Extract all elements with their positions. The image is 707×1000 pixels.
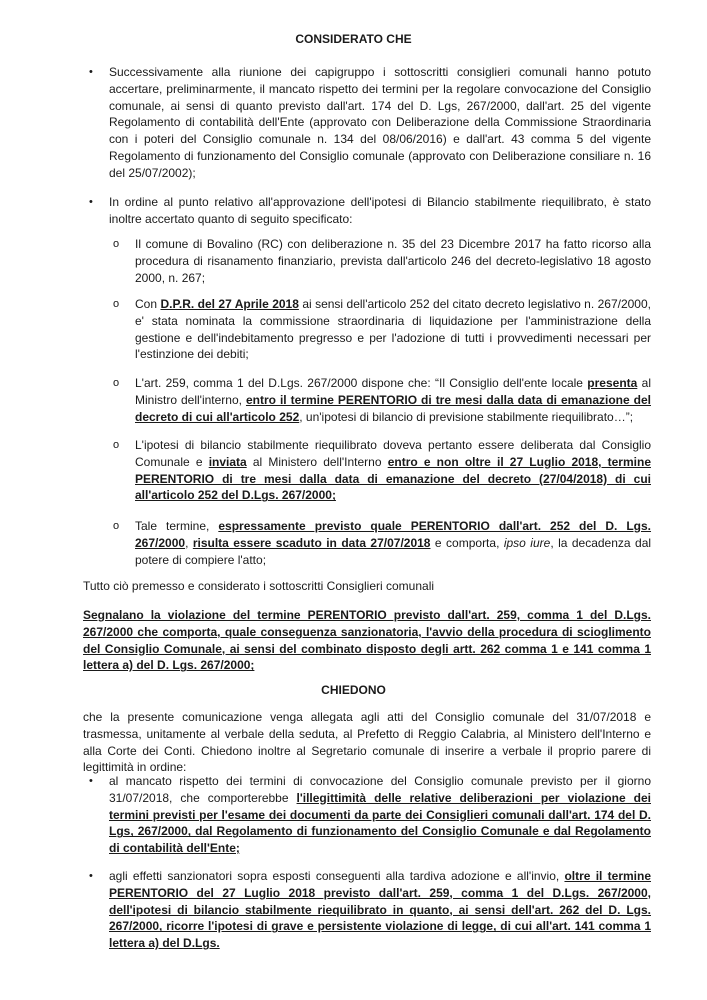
sub-bullet-3-text xyxy=(135,375,651,425)
sub-bullet-2-text xyxy=(135,296,651,363)
sub-bullet-1-text: Il comune di Bovalino (RC) con deliberazione n. 35 del 23 Dicembre 2017 ha fatto ricorso alla procedura di risanamento finanziario, prevista dall'articolo 246 del decreto-legislativo 18 agosto 2000, n. 267; xyxy=(135,237,651,285)
chiedono-bullet-2 xyxy=(0,868,707,952)
chiedono-bullet-1 xyxy=(0,773,707,857)
heading-chiedono: CHIEDONO xyxy=(321,683,386,697)
sub-bullet-2 xyxy=(0,296,707,363)
chiedono-bullet-1-text xyxy=(109,773,651,857)
text: Tale termine, xyxy=(135,519,219,533)
bullet-marker: • xyxy=(89,66,93,78)
sub-bullet-marker: o xyxy=(113,298,120,310)
bold-underline-text: D.P.R. del 27 Aprile 2018 xyxy=(160,297,299,311)
chiedono-paragraph xyxy=(0,709,707,776)
text: e comporta, xyxy=(430,535,504,550)
text: , la decadenza dal potere di compiere l'atto; xyxy=(135,535,652,567)
segnalano-paragraph xyxy=(0,607,707,674)
text: al Ministero dell'Interno xyxy=(246,454,388,469)
text: agli effetti sanzionatori sopra esposti conseguenti alla tardiva adozione e all'invio, xyxy=(109,869,565,883)
premesso-paragraph xyxy=(0,578,707,595)
bold-underline-text: oltre il termine PERENTORIO del 27 Luglio 2018 previsto dall'art. 259, comma 1 del D.Lgs. 267/2000, dell'ipotesi di bilancio stabilmente riequilibrato in quanto, ai sensi dell'art. 262 del D. Lgs. 267/2000, ricorre l'ipotesi di grave e persistente violazione di legge, di cui all'art. 141 comma 1 lettera a) del D.Lgs. xyxy=(109,869,651,951)
segnalano-text: Segnalano la violazione del termine PERENTORIO previsto dall'art. 259, comma 1 del D.Lgs. 267/2000 che comporta, quale conseguenza sanzionatoria, l'avvio della procedura di scioglimento del Consiglio Comunale, ai sensi del combinato disposto degli artt. 262 comma 1 e 141 comma 1 lettera a) del D. Lgs. 267/2000; xyxy=(83,608,651,673)
bold-underline-text: l'illegittimità delle relative deliberazioni per violazione dei termini previsti per l'esame dei documenti da parte dei Consiglieri comunali dall'art. 174 del D. Lgs, 267/2000, dal Regolamento di funzionamento del Consiglio Comunale e dal Regolamento di contabilità dell'Ente; xyxy=(109,790,651,856)
bullet-marker: • xyxy=(89,196,93,208)
bold-underline-text: inviata xyxy=(208,454,247,469)
bold-underline-text: presenta xyxy=(587,376,638,390)
sub-bullet-1 xyxy=(0,236,707,286)
bullet-marker: • xyxy=(89,870,93,882)
bold-underline-text: entro il termine PERENTORIO di tre mesi dalla data di emanazione del decreto di cui all'articolo 252 xyxy=(135,392,651,424)
sub-bullet-4-text xyxy=(135,437,651,504)
text: Con xyxy=(135,297,161,311)
bold-underline-text: espressamente previsto quale PERENTORIO dall'art. 252 del D. Lgs. 267/2000 xyxy=(135,519,652,550)
sub-bullet-marker: o xyxy=(113,377,120,389)
italic-text: ipso iure xyxy=(503,535,551,550)
sub-bullet-5-text xyxy=(135,518,651,568)
text: , un'ipotesi di bilancio di previsione stabilmente riequilibrato…”; xyxy=(299,409,634,424)
sub-bullet-4 xyxy=(0,437,707,504)
bold-underline-text: entro e non oltre il 27 Luglio 2018, termine PERENTORIO di tre mesi dalla data di emanazione del decreto (27/04/2018) di cui all'articolo 252 del D.Lgs. 267/2000; xyxy=(135,454,651,503)
text: ai sensi dell'articolo 252 del citato decreto legislativo n. 267/2000, e' stata nominata la commissione straordinaria di liquidazione per l'amministrazione della gestione e dell'indebitamento pregresso e per l'adozione di tutti i provvedimenti necessari per l'estinzione dei debiti; xyxy=(135,297,651,362)
chiedono-text: che la presente comunicazione venga allegata agli atti del Consiglio comunale del 31/07/2018 e trasmessa, unitamente al verbale della seduta, al Prefetto di Reggio Calabria, al Ministero dell'Interno e alla Corte dei Conti. Chiedono inoltre al Segretario comunale di inserire a verbale il proprio parere di legittimità in ordine: xyxy=(83,710,651,775)
sub-bullet-marker: o xyxy=(113,439,120,451)
heading-considerato: CONSIDERATO CHE xyxy=(295,32,412,46)
sub-bullet-marker: o xyxy=(113,520,120,532)
text: L'art. 259, comma 1 del D.Lgs. 267/2000 dispone che: “Il Consiglio dell'ente locale xyxy=(135,376,588,390)
bold-underline-text: risulta essere scaduto in data 27/07/2018 xyxy=(192,535,431,550)
text: al mancato rispetto dei termini di convocazione del Consiglio comunale previsto per il giorno 31/07/2018, che comporterebbe xyxy=(109,774,651,805)
text: al Ministro dell'interno, xyxy=(135,376,651,407)
sub-bullet-5 xyxy=(0,518,707,568)
bullet-1 xyxy=(0,64,707,182)
text: L'ipotesi di bilancio stabilmente riequilibrato doveva pertanto essere deliberata dal Consiglio Comunale e xyxy=(135,438,651,469)
text: , xyxy=(185,535,193,550)
bullet-2-text: In ordine al punto relativo all'approvazione dell'ipotesi di Bilancio stabilmente riequilibrato, è stato inoltre accertato quanto di seguito specificato: xyxy=(109,195,651,226)
bullet-2 xyxy=(0,194,707,228)
bullet-marker: • xyxy=(89,775,93,787)
chiedono-bullet-2-text xyxy=(109,868,651,952)
sub-bullet-marker: o xyxy=(113,238,120,250)
bullet-1-text: Successivamente alla riunione dei capigruppo i sottoscritti consiglieri comunali hanno potuto accertare, preliminarmente, il mancato rispetto dei termini per la regolare convocazione del Consiglio comunale, ai sensi di quanto previsto dall'art. 174 del D. Lgs, 267/2000, dall'art. 25 del vigente Regolamento di contabilità dell'Ente (approvato con Deliberazione della Commissione Straordinaria con i poteri del Consiglio comunale n. 134 del 08/06/2016) e dall'art. 43 comma 5 del vigente Regolamento di funzionamento del Consiglio comunale (approvato con Deliberazione consiliare n. 16 del 25/07/2002); xyxy=(109,65,651,180)
sub-bullet-3 xyxy=(0,375,707,425)
premesso-text: Tutto ciò premesso e considerato i sottoscritti Consiglieri comunali xyxy=(83,579,435,593)
